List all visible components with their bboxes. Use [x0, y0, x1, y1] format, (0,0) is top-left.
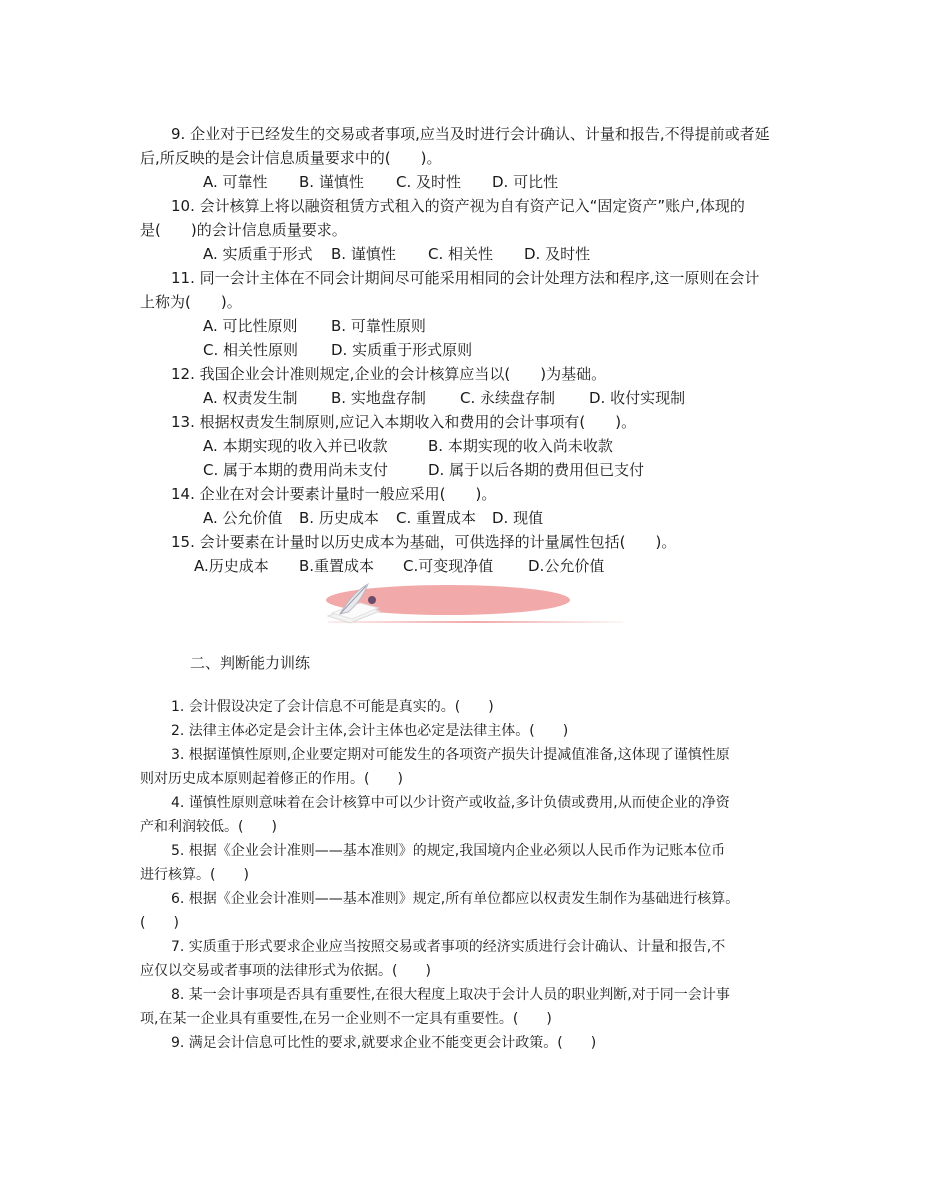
tf-item-2: 2. 法律主体必定是会计主体,会计主体也必定是法律主体。( )	[171, 723, 569, 739]
q9-line1: 9. 企业对于已经发生的交易或者事项,应当及时进行会计确认、计量和报告,不得提前或者延	[171, 125, 770, 143]
tf-item-4-line2: 产和利润较低。( )	[140, 819, 277, 835]
tf-item-5-line2: 进行核算。( )	[140, 867, 249, 883]
q14-option-a: A. 公允价值	[203, 509, 283, 527]
q14-option-d: D. 现值	[492, 509, 544, 527]
q13-option-b: B. 本期实现的收入尚未收款	[428, 437, 613, 455]
q11-line2: 上称为( )。	[140, 293, 242, 311]
q10-option-b: B. 谨慎性	[331, 245, 396, 263]
q10-line1: 10. 会计核算上将以融资租赁方式租入的资产视为自有资产记入“固定资产”账户,体现的	[171, 197, 745, 215]
tf-item-6-line1: 6. 根据《企业会计准则——基本准则》规定,所有单位都应以权责发生制作为基础进行核算。	[171, 891, 740, 907]
q14-line1: 14. 企业在对会计要素计量时一般应采用( )。	[171, 485, 497, 503]
tf-item-8-line1: 8. 某一会计事项是否具有重要性,在很大程度上取决于会计人员的职业判断,对于同一会计事	[171, 987, 730, 1003]
q15-option-d: D.公允价值	[528, 557, 605, 575]
q12-option-c: C. 永续盘存制	[460, 389, 556, 407]
tf-item-3-line1: 3. 根据谨慎性原则,企业要定期对可能发生的各项资产损失计提减值准备,这体现了谨慎性原	[171, 747, 730, 763]
tf-item-7-line1: 7. 实质重于形式要求企业应当按照交易或者事项的经济实质进行会计确认、计量和报告,不	[171, 939, 726, 955]
q11-option-a: A. 可比性原则	[203, 317, 298, 335]
q14-option-c: C. 重置成本	[396, 509, 477, 527]
q9-option-b: B. 谨慎性	[299, 173, 364, 191]
section-2-heading: 二、判断能力训练	[190, 654, 311, 672]
tf-item-4-line1: 4. 谨慎性原则意味着在会计核算中可以少计资产或收益,多计负债或费用,从而使企业的净资	[171, 795, 730, 811]
tf-item-5-line1: 5. 根据《企业会计准则——基本准则》的规定,我国境内企业必须以人民币作为记账本位币	[171, 843, 726, 859]
tf-item-9: 9. 满足会计信息可比性的要求,就要求企业不能变更会计政策。( )	[171, 1035, 597, 1051]
q14-option-b: B. 历史成本	[299, 509, 379, 527]
q9-line2: 后,所反映的是会计信息质量要求中的( )。	[140, 149, 442, 167]
q9-option-a: A. 可靠性	[203, 173, 268, 191]
q11-line1: 11. 同一会计主体在不同会计期间尽可能采用相同的会计处理方法和程序,这一原则在会计	[171, 269, 760, 287]
q10-option-d: D. 及时性	[524, 245, 591, 263]
q13-option-c: C. 属于本期的费用尚未支付	[203, 461, 389, 479]
q11-option-c: C. 相关性原则	[203, 341, 299, 359]
q13-option-a: A. 本期实现的收入并已收款	[203, 437, 388, 455]
q15-option-c: C.可变现净值	[403, 557, 494, 575]
tf-item-1: 1. 会计假设决定了会计信息不可能是真实的。( )	[171, 699, 494, 715]
q11-option-d: D. 实质重于形式原则	[331, 341, 473, 359]
q11-option-b: B. 可靠性原则	[331, 317, 426, 335]
q12-line1: 12. 我国企业会计准则规定,企业的会计核算应当以( )为基础。	[171, 365, 607, 383]
q10-line2: 是( )的会计信息质量要求。	[140, 221, 347, 239]
q9-option-c: C. 及时性	[396, 173, 462, 191]
q12-option-a: A. 权责发生制	[203, 389, 298, 407]
q12-option-b: B. 实地盘存制	[331, 389, 426, 407]
q13-option-d: D. 属于以后各期的费用但已支付	[428, 461, 645, 479]
q9-option-d: D. 可比性	[492, 173, 559, 191]
tf-item-7-line2: 应仅以交易或者事项的法律形式为依据。( )	[140, 963, 431, 979]
tf-item-3-line2: 则对历史成本原则起着修正的作用。( )	[140, 771, 403, 787]
q10-option-c: C. 相关性	[428, 245, 494, 263]
tf-item-8-line2: 项,在某一企业具有重要性,在另一企业则不一定具有重要性。( )	[140, 1011, 552, 1027]
quill-pen-on-paper-icon	[318, 578, 628, 628]
q12-option-d: D. 收付实现制	[589, 389, 686, 407]
q15-line1: 15. 会计要素在计量时以历史成本为基础，可供选择的计量属性包括( )。	[171, 533, 677, 551]
section-divider	[318, 578, 628, 628]
q13-line1: 13. 根据权责发生制原则,应记入本期收入和费用的会计事项有( )。	[171, 413, 637, 431]
q15-option-b: B.重置成本	[299, 557, 375, 575]
q15-option-a: A.历史成本	[194, 557, 269, 575]
q10-option-a: A. 实质重于形式	[203, 245, 313, 263]
tf-item-6-line2: ( )	[140, 915, 179, 931]
